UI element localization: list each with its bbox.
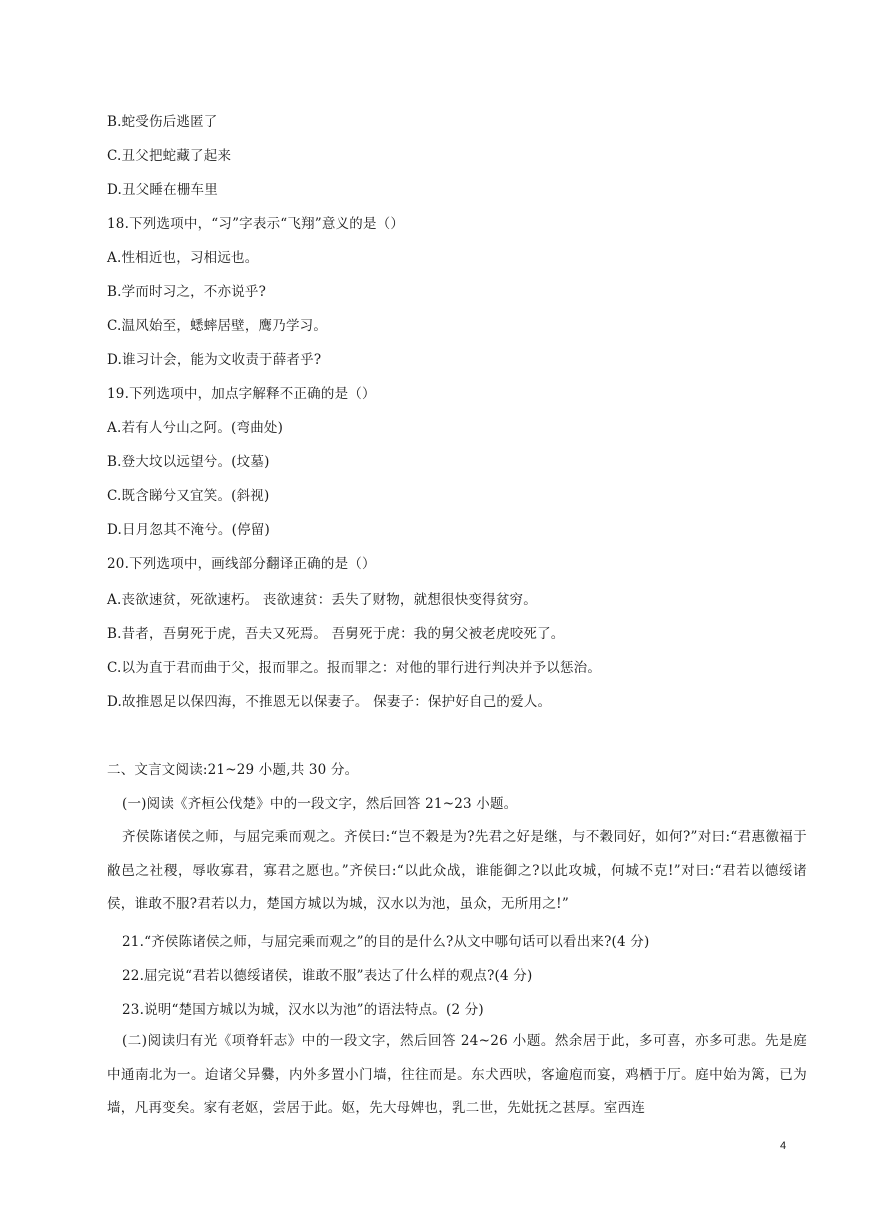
- q18-option-a: A.性相近也，习相远也。: [107, 250, 259, 266]
- q17-option-b: B.蛇受伤后逃匿了: [107, 114, 218, 130]
- q19-stem: 19.下列选项中，加点字解释不正确的是（）: [107, 386, 376, 402]
- q18-stem: 18.下列选项中，“习”字表示“飞翔”意义的是（）: [107, 216, 405, 232]
- q19-option-c: C.既含睇兮又宜笑。(斜视): [107, 488, 270, 504]
- q19-option-b: B.登大坟以远望兮。(坟墓): [107, 454, 270, 470]
- q20-option-c: C.以为直于君而曲于父，报而罪之。报而罪之：对他的罪行进行判决并予以惩治。: [107, 660, 602, 676]
- q19-option-d: D.日月忽其不淹兮。(停留): [107, 522, 270, 538]
- q19-option-a: A.若有人兮山之阿。(弯曲处): [107, 420, 284, 436]
- question-22: 22.屈完说“君若以德绥诸侯，谁敢不服”表达了什么样的观点?(4 分): [122, 968, 533, 984]
- page-number: 4: [780, 1140, 787, 1152]
- q18-option-d: D.谁习计会，能为文收责于薛者乎?: [107, 352, 322, 368]
- q20-stem: 20.下列选项中，画线部分翻译正确的是（）: [107, 556, 376, 572]
- part1-intro: (一)阅读《齐桓公伐楚》中的一段文字，然后回答 21~23 小题。: [122, 796, 518, 812]
- question-21: 21.“齐侯陈诸侯之师，与屈完乘而观之”的目的是什么?从文中哪句话可以看出来?(4 分): [122, 934, 650, 950]
- section2-heading: 二、文言文阅读:21~29 小题,共 30 分。: [107, 762, 359, 778]
- part1-passage: 齐侯陈诸侯之师，与屈完乘而观之。齐侯曰:“岂不穀是为?先君之好是继，与不穀同好，如何?”对曰:“君惠徼福于敝邑之社稷，辱收寡君，寡君之愿也。”齐侯曰:“以此众战，谁能御之?以此攻城，何城不克!”对曰:“君若以德绥诸侯，谁敢不服?君若以力，楚国方城以为城，汉水以为池，虽众，无所用之!”: [107, 829, 807, 913]
- q18-option-c: C.温风始至，蟋蟀居壁，鹰乃学习。: [107, 318, 328, 334]
- q17-option-c: C.丑父把蛇藏了起来: [107, 148, 232, 164]
- q18-option-b: B.学而时习之，不亦说乎?: [107, 284, 267, 300]
- q20-option-b: B.昔者，吾舅死于虎，吾夫又死焉。 吾舅死于虎：我的舅父被老虎咬死了。: [107, 626, 565, 642]
- q20-option-a: A.丧欲速贫，死欲速朽。 丧欲速贫：丢失了财物，就想很快变得贫穷。: [107, 592, 537, 608]
- q17-option-d: D.丑父睡在栅车里: [107, 182, 218, 198]
- question-23: 23.说明“楚国方城以为城，汉水以为池”的语法特点。(2 分): [122, 1002, 484, 1018]
- part2-passage: (二)阅读归有光《项脊轩志》中的一段文字，然后回答 24~26 小题。然余居于此，多可喜，亦多可悲。先是庭中通南北为一。迨诸父异爨，内外多置小门墙，往往而是。东犬西吠，客逾庖而宴，鸡栖于厅。庭中始为篱，已为墙，凡再变矣。家有老妪，尝居于此。妪，先大母婢也，乳二世，先妣抚之甚厚。室西连: [107, 1033, 807, 1117]
- q20-option-d: D.故推恩足以保四海，不推恩无以保妻子。 保妻子：保护好自己的爱人。: [107, 694, 552, 710]
